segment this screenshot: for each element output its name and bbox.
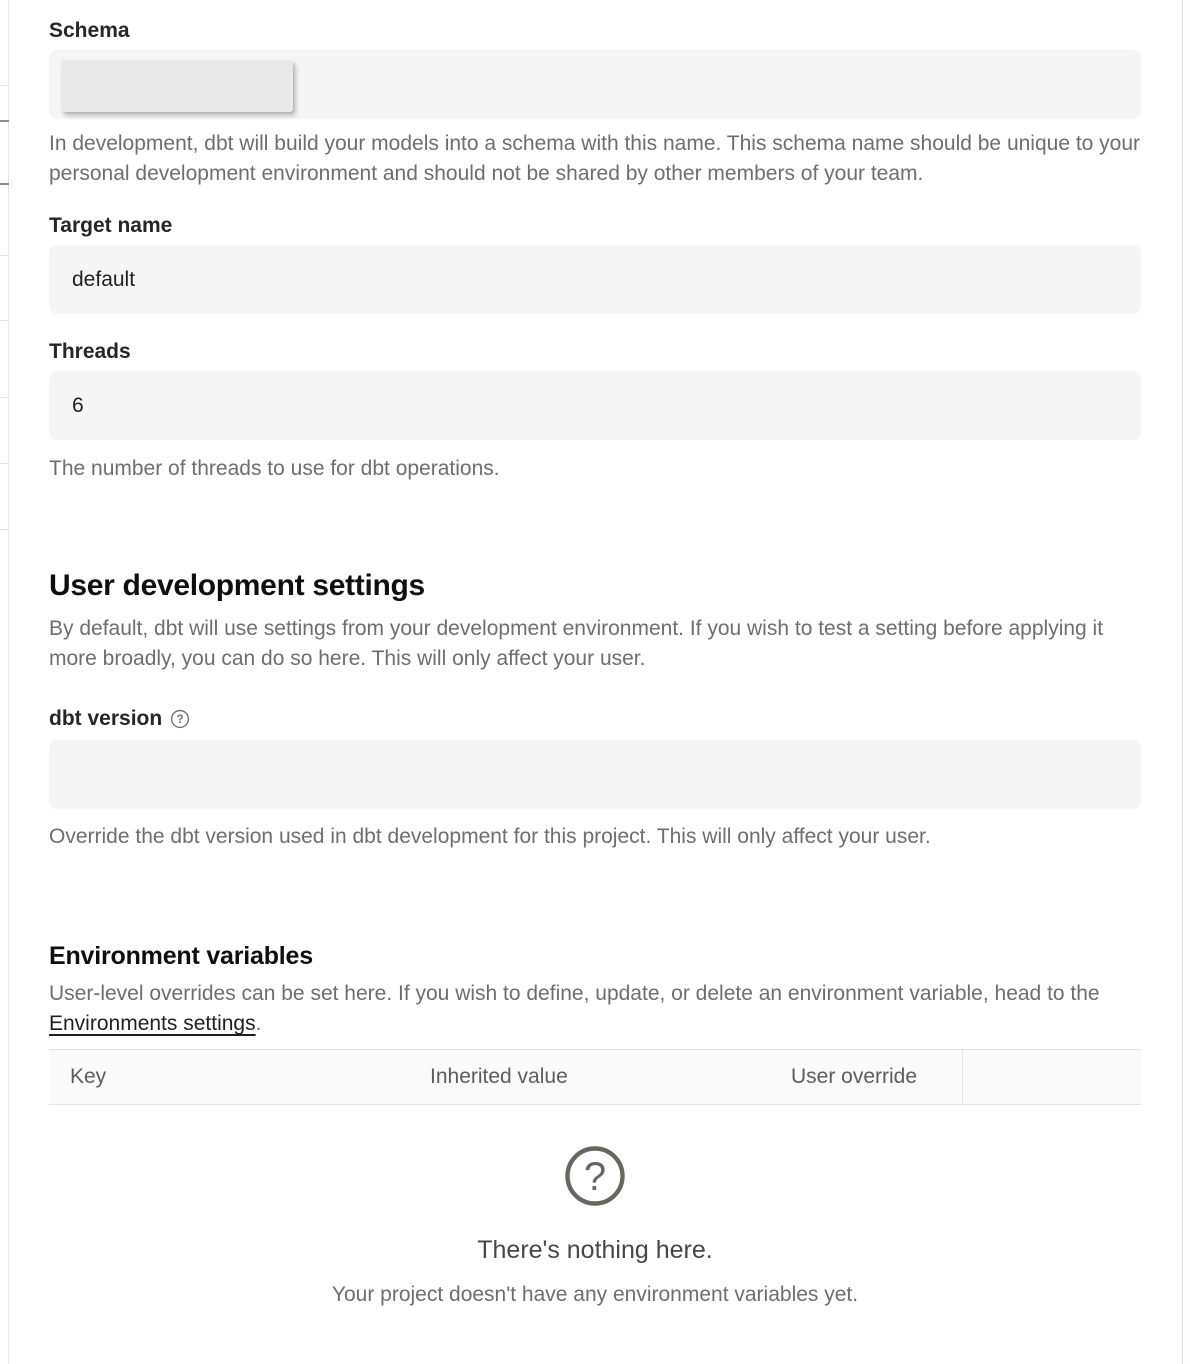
adjacent-panel-edge (0, 0, 9, 1364)
schema-help-text: In development, dbt will build your models into a schema with this name. This schema name should be unique to your personal development environment and should not be shared by other members of your team. (49, 132, 1141, 185)
threads-field (49, 371, 1141, 440)
environments-settings-link[interactable]: Environments settings (49, 1012, 256, 1035)
dbt-version-help-text: Override the dbt version used in dbt development for this project. This will only affect your user. (49, 825, 931, 848)
description-suffix: . (255, 1012, 262, 1035)
user-development-settings-title: User development settings (49, 569, 425, 602)
target-name-input[interactable] (49, 245, 1141, 314)
list-divider-tick (0, 255, 9, 256)
environment-variables-table-header (49, 1049, 1141, 1105)
empty-state (49, 1145, 1141, 1309)
scrollbar-track[interactable] (1182, 0, 1190, 1364)
threads-input[interactable] (49, 371, 1141, 440)
list-divider-tick (0, 397, 9, 398)
svg-text:?: ? (583, 1155, 607, 1199)
column-header-actions (962, 1050, 1141, 1104)
threads-label: Threads (49, 340, 131, 363)
list-divider-tick (0, 463, 9, 464)
question-mark-circle-icon (564, 1145, 626, 1207)
threads-help-text: The number of threads to use for dbt operations. (49, 457, 500, 480)
column-header-user-override: User override (791, 1065, 918, 1088)
empty-state-subtitle: Your project doesn't have any environment variables yet. (331, 1283, 859, 1306)
dbt-version-input[interactable] (49, 740, 1141, 809)
list-divider-tick (0, 120, 9, 122)
user-development-settings-description: By default, dbt will use settings from your development environment. If you wish to test a setting before applying it more broadly, you can do so here. This will only affect your user. (49, 617, 1104, 670)
empty-state-title: There's nothing here. (477, 1236, 713, 1264)
environment-variables-description (49, 979, 1141, 1039)
schema-value-redacted-box (61, 60, 293, 112)
target-name-field (49, 245, 1141, 314)
list-divider-tick (0, 183, 9, 185)
target-name-label: Target name (49, 214, 173, 237)
list-divider-tick (0, 529, 9, 530)
column-header-inherited-value: Inherited value (430, 1065, 568, 1088)
column-header-key: Key (70, 1065, 107, 1088)
schema-label: Schema (49, 19, 130, 42)
question-mark-circle-icon[interactable] (170, 709, 190, 729)
dbt-version-field (49, 740, 1141, 809)
schema-field (49, 50, 1141, 119)
list-divider-tick (0, 320, 9, 321)
list-divider-tick (0, 85, 9, 86)
credentials-settings-panel (49, 0, 1141, 1309)
dbt-version-label: dbt version (49, 707, 163, 730)
environment-variables-title: Environment variables (49, 942, 313, 970)
description-prefix: User-level overrides can be set here. If you wish to define, update, or delete an environment variable, head to the (49, 982, 1100, 1005)
svg-text:?: ? (176, 714, 184, 727)
